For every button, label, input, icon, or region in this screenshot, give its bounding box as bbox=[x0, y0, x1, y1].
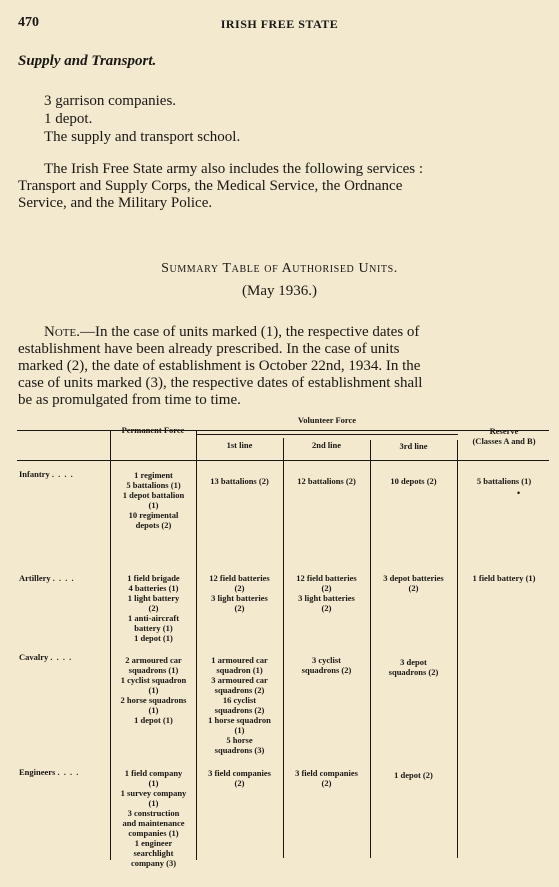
header-reserve: Reserve bbox=[489, 426, 519, 436]
list-item: The supply and transport school. bbox=[44, 129, 241, 145]
engineers-permanent: 1 field company (1) 1 survey company (1) 3 construction and maintenance companies (1) 1 engineer searchlight company (3) bbox=[120, 768, 187, 868]
engineers-3rd-line: 1 depot (2) bbox=[394, 770, 433, 780]
page-number: 470 bbox=[18, 15, 39, 30]
infantry-1st-line: 13 battalions (2) bbox=[210, 476, 269, 486]
paragraph-line: The Irish Free State army also includes the following services : bbox=[44, 161, 424, 177]
row-label-cavalry: Cavalry . . . . bbox=[19, 652, 73, 662]
infantry-3rd-line: 10 depots (2) bbox=[390, 476, 437, 486]
services-paragraph bbox=[18, 161, 551, 212]
artillery-reserve: 1 field battery (1) bbox=[472, 573, 536, 583]
unit-list bbox=[44, 92, 240, 146]
artillery-3rd-line: 3 depot batteries (2) bbox=[383, 573, 444, 593]
row-label-infantry: Infantry . . . . bbox=[19, 469, 74, 479]
infantry-2nd-line: 12 battalions (2) bbox=[297, 476, 356, 486]
note-line: marked (2), the date of establishment is October 22nd, 1934. In the bbox=[18, 358, 421, 374]
column-rule bbox=[457, 440, 458, 858]
engineers-1st-line: 3 field companies (2) bbox=[208, 768, 271, 788]
stray-mark: • bbox=[517, 488, 521, 498]
infantry-reserve: 5 battalions (1) bbox=[476, 476, 532, 486]
column-rule bbox=[196, 430, 197, 860]
note-label: Note. bbox=[44, 324, 80, 340]
list-item: 1 depot. bbox=[44, 111, 93, 127]
list-item: 3 garrison companies. bbox=[44, 93, 177, 109]
header-3rd-line: 3rd line bbox=[399, 441, 428, 451]
note-paragraph bbox=[18, 324, 551, 409]
artillery-1st-line: 12 field batteries (2) 3 light batteries (2) bbox=[209, 573, 270, 613]
section-heading: Supply and Transport. bbox=[18, 53, 157, 69]
cavalry-permanent: 2 armoured car squadrons (1) 1 cyclist squadron (1) 2 horse squadrons (1) 1 depot (1) bbox=[120, 655, 187, 725]
volunteer-subrule bbox=[196, 434, 458, 435]
header-1st-line: 1st line bbox=[226, 440, 253, 450]
running-head: IRISH FREE STATE bbox=[220, 17, 339, 31]
column-rule bbox=[370, 440, 371, 858]
paragraph-line: Service, and the Military Police. bbox=[18, 195, 213, 211]
paragraph-line: Transport and Supply Corps, the Medical Service, the Ordnance bbox=[18, 178, 403, 194]
row-label-engineers: Engineers . . . . bbox=[19, 767, 80, 777]
artillery-permanent: 1 field brigade 4 batteries (1) 1 light battery (2) 1 anti-aircraft battery (1) 1 depot (1) bbox=[127, 573, 180, 643]
artillery-2nd-line: 12 field batteries (2) 3 light batteries (2) bbox=[296, 573, 357, 613]
note-line: be as promulgated from time to time. bbox=[18, 392, 241, 408]
engineers-2nd-line: 3 field companies (2) bbox=[295, 768, 358, 788]
table-title: Summary Table of Authorised Units. bbox=[161, 261, 398, 276]
header-reserve-classes: (Classes A and B) bbox=[472, 436, 536, 446]
row-label-artillery: Artillery . . . . bbox=[19, 573, 75, 583]
cavalry-2nd-line: 3 cyclist squadrons (2) bbox=[301, 655, 352, 675]
column-rule bbox=[283, 438, 284, 858]
infantry-permanent: 1 regiment 5 battalions (1) 1 depot battalion (1) 10 regimental depots (2) bbox=[122, 470, 185, 530]
note-line: establishment have been already prescribed. In the case of units bbox=[18, 341, 400, 357]
table-subtitle: (May 1936.) bbox=[242, 283, 317, 299]
header-permanent-force: Permanent Force bbox=[121, 425, 185, 435]
cavalry-1st-line: 1 armoured car squadron (1) 3 armoured car squadrons (2) 16 cyclist squadrons (2) 1 horse squadron (1) 5 horse squadrons (3) bbox=[208, 655, 271, 755]
note-line: —In the case of units marked (1), the respective dates of bbox=[79, 324, 420, 340]
note-line: case of units marked (3), the respective dates of establishment shall bbox=[18, 375, 423, 391]
cavalry-3rd-line: 3 depot squadrons (2) bbox=[388, 657, 439, 677]
header-2nd-line: 2nd line bbox=[311, 440, 342, 450]
header-volunteer-force: Volunteer Force bbox=[297, 415, 357, 425]
